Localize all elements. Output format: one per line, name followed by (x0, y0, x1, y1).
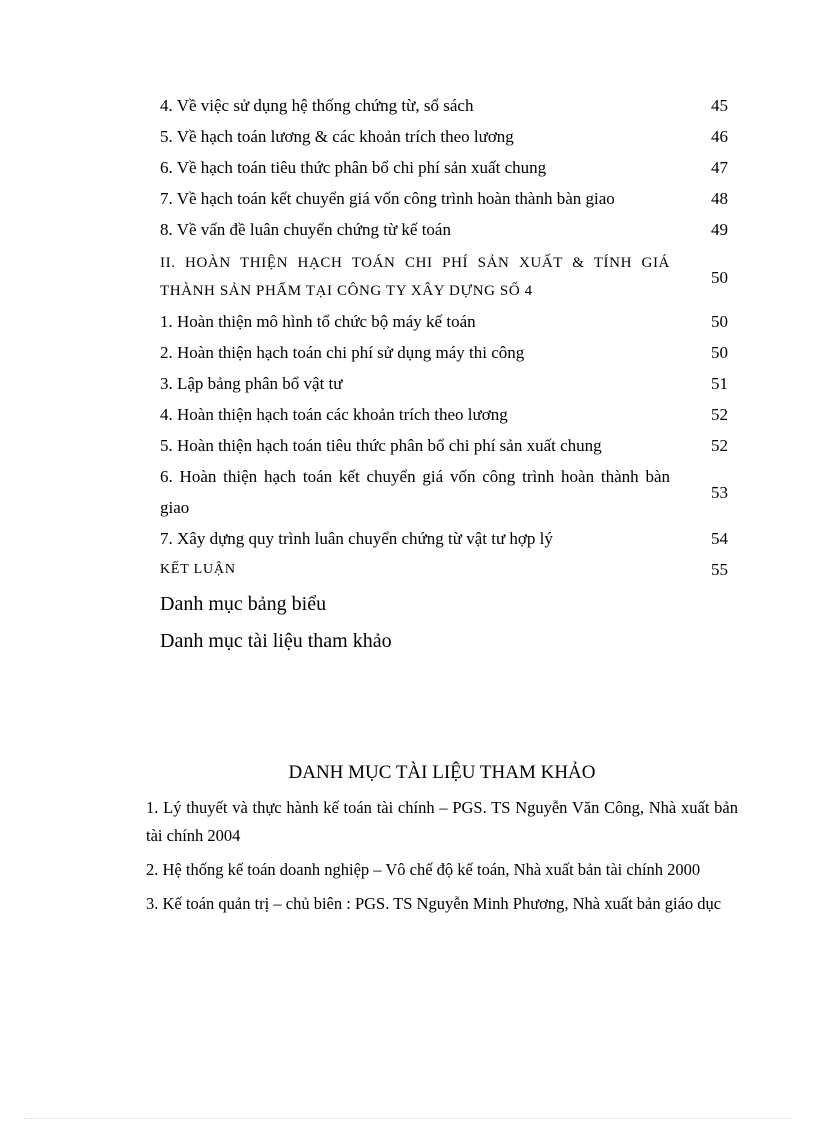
toc-tables-list[interactable]: Danh mục bảng biểu (160, 593, 327, 615)
toc-entry-title: 4. Hoàn thiện hạch toán các khoản trích theo lương (160, 405, 508, 424)
toc-conclusion-title: KẾT LUẬN (160, 562, 236, 577)
toc-entry-page: 46 (711, 127, 728, 146)
references-section (146, 756, 738, 924)
toc-entry-title: 2. Hoàn thiện hạch toán chi phí sử dụng máy thi công (160, 343, 525, 362)
toc-row[interactable] (160, 368, 730, 399)
toc-entry-title: 8. Về vấn đề luân chuyển chứng từ kế toán (160, 220, 451, 239)
toc-section-page: 50 (711, 267, 728, 287)
toc-conclusion-page: 55 (711, 560, 728, 579)
toc-entry-page: 48 (711, 189, 728, 208)
table-of-contents (160, 90, 730, 659)
toc-row[interactable] (160, 152, 730, 183)
toc-entry-title: 6. Về hạch toán tiêu thức phân bổ chi phí sản xuất chung (160, 158, 547, 177)
reference-item: 1. Lý thuyết và thực hành kế toán tài chính – PGS. TS Nguyễn Văn Công, Nhà xuất bản tài chính 2004 (146, 798, 738, 845)
toc-row[interactable] (160, 306, 730, 337)
toc-row[interactable] (160, 399, 730, 430)
toc-section-row[interactable] (160, 249, 730, 305)
toc-row[interactable] (160, 461, 730, 523)
toc-entry-page: 54 (711, 529, 728, 548)
toc-entry-page: 47 (711, 158, 728, 177)
toc-entry-page: 50 (711, 343, 728, 362)
toc-row[interactable] (160, 90, 730, 121)
toc-entry-title: 1. Hoàn thiện mô hình tổ chức bộ máy kế toán (160, 312, 476, 331)
toc-row[interactable] (160, 121, 730, 152)
reference-item: 2. Hệ thống kế toán doanh nghiệp – Vô chế độ kế toán, Nhà xuất bản tài chính 2000 (146, 860, 701, 879)
toc-conclusion-row[interactable] (160, 554, 730, 585)
toc-entry-title: 4. Về việc sử dụng hệ thống chứng từ, sổ sách (160, 96, 474, 115)
toc-references-list[interactable]: Danh mục tài liệu tham khảo (160, 630, 392, 652)
toc-entry-page: 52 (711, 405, 728, 424)
reference-item: 3. Kế toán quản trị – chủ biên : PGS. TS Nguyễn Minh Phương, Nhà xuất bản giáo dục (146, 894, 722, 913)
toc-entry-page: 51 (711, 374, 728, 393)
references-heading: DANH MỤC TÀI LIỆU THAM KHẢO (288, 762, 596, 783)
toc-entry-title: 7. Xây dựng quy trình luân chuyển chứng từ vật tư hợp lý (160, 529, 553, 548)
toc-entry-title: 5. Hoàn thiện hạch toán tiêu thức phân bổ chi phí sản xuất chung (160, 436, 602, 455)
toc-entry-page: 50 (711, 312, 728, 331)
toc-entry-title: 5. Về hạch toán lương & các khoản trích theo lương (160, 127, 514, 146)
toc-row[interactable] (160, 523, 730, 554)
page-bottom-divider (24, 1118, 792, 1119)
toc-entry-title: 3. Lập bảng phân bổ vật tư (160, 374, 343, 393)
toc-entry-title: 7. Về hạch toán kết chuyển giá vốn công trình hoàn thành bàn giao (160, 189, 615, 208)
toc-row[interactable] (160, 183, 730, 214)
toc-entry-page: 52 (711, 436, 728, 455)
toc-entry-title: 6. Hoàn thiện hạch toán kết chuyển giá vốn công trình hoàn thành bàn giao (160, 467, 670, 517)
toc-row[interactable] (160, 430, 730, 461)
toc-section-title: II. HOÀN THIỆN HẠCH TOÁN CHI PHÍ SẢN XUẤT & TÍNH GIÁ THÀNH SẢN PHẨM TẠI CÔNG TY XÂY DỰNG SỐ 4 (160, 255, 670, 299)
toc-entry-page: 45 (711, 96, 728, 115)
toc-row[interactable] (160, 337, 730, 368)
toc-row[interactable] (160, 214, 730, 245)
toc-entry-page: 49 (711, 220, 728, 239)
toc-entry-page: 53 (711, 482, 728, 502)
